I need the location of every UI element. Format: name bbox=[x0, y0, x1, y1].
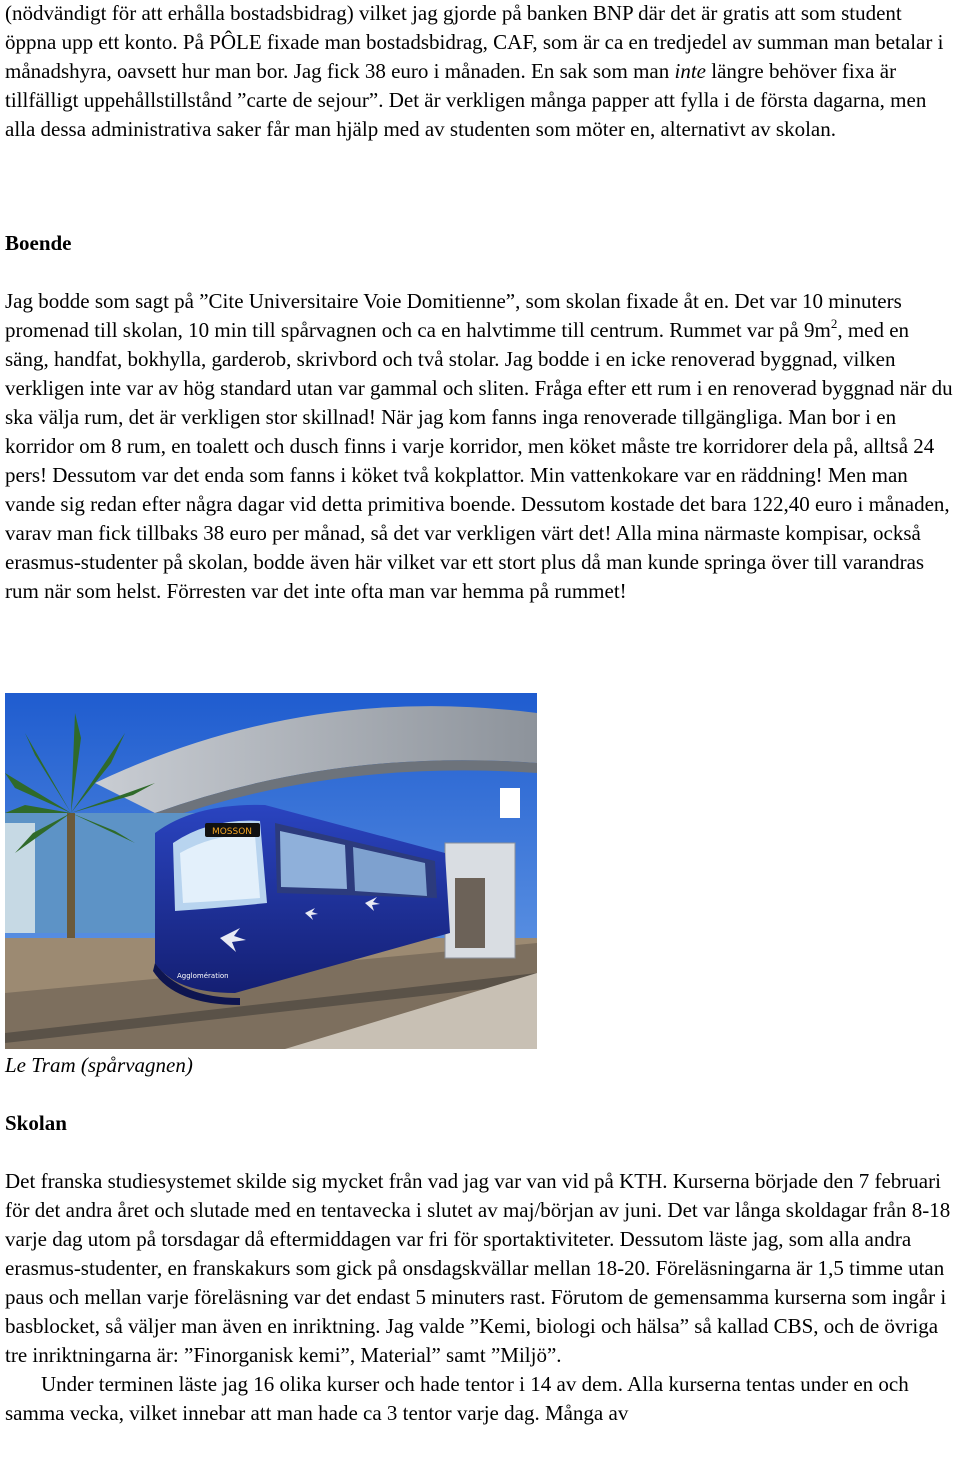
paragraph-text: Det franska studiesystemet skilde sig mycket från vad jag var van vid på KTH. Kurserna började den 7 februari för det andra året och slutade med en tentavecka i slutet av maj/början av juni. Det var långa skoldagar från 8-18 varje dag utom på torsdagar då eftermiddagen var fri för sportaktiviteter. Dessutom läste jag, som alla andra erasmus-studenter, en franskakurs som gick på onsdagskvällar mellan 18-20. Föreläsningarna är 1,5 timme utan paus och mellan varje föreläsning var det endast 5 minuters rast. Förutom de gemensamma kurserna som ingår i basblocket, så väljer man även en inriktning. Jag valde ”Kemi, biologi och hälsa” så kallad CBS, och de övriga tre inriktningarna är: ”Finorganisk kemi”, Material” samt ”Miljö”. bbox=[5, 1169, 951, 1367]
tram-photo bbox=[5, 693, 537, 1049]
paragraph-text: , med en säng, handfat, bokhylla, garderob, skrivbord och två stolar. Jag bodde i en icke renoverad byggnad, vilken verkligen inte var av hög standard utan var gammal och sliten. Fråga efter ett rum i en renoverad byggnad när du ska välja rum, det är verkligen stor skillnad! När jag kom fanns inga renoverade tillgängliga. Man bor i en korridor om 8 rum, en toalett och dusch finns i varje korridor, men köket måste tre korridorer dela på, alltså 24 pers! Dessutom var det enda som fanns i köket två kokplattor. Min vattenkokare var en räddning! Men man vande sig redan efter några dagar vid detta primitiva boende. Dessutom kostade det bara 122,40 euro i månaden, varav man fick tillbaks 38 euro per månad, så det var verkligen värt det! Alla mina närmaste kompisar, också erasmus-studenter på skolan, bodde även här vilket var ett stort plus då man kunde springa över till varandras rum när som helst. Förresten var det inte ofta man var hemma på rummet! bbox=[5, 318, 953, 603]
paragraph-skolan bbox=[5, 1167, 957, 1428]
heading-skolan: Skolan bbox=[5, 1111, 67, 1135]
paragraph-text: (nödvändigt för att erhålla bostadsbidrag) vilket jag gjorde på banken BNP där det är gratis att som student öppna upp ett konto. På PÔLE fixade man bostadsbidrag, CAF, som är ca en tredjedel av summan man betalar i månadshyra, oavsett hur man bor. Jag fick 38 euro i månaden. En sak som man bbox=[5, 1, 944, 83]
paragraph-text: längre behöver fixa är tillfälligt uppehållstillstånd ”carte de sejour”. Det är verkligen många papper att fylla i de första dagarna, men alla dessa administrativa saker får man hjälp med av studenten som möter en, alternativt av skolan. bbox=[5, 59, 927, 141]
paragraph-text: Jag bodde som sagt på ”Cite Universitaire Voie Domitienne”, som skolan fixade åt en. Det var 10 minuters promenad till skolan, 10 min till spårvagnen och ca en halvtimme till centrum. Rummet var på 9m bbox=[5, 289, 902, 342]
heading-boende: Boende bbox=[5, 231, 72, 255]
paragraph-text: Under terminen läste jag 16 olika kurser och hade tentor i 14 av dem. Alla kurserna tentas under en och samma vecka, vilket innebar att man hade ca 3 tentor varje dag. Många av bbox=[5, 1372, 909, 1425]
tram-logo-text: Agglomération bbox=[177, 972, 229, 980]
photo-caption: Le Tram (spårvagnen) bbox=[5, 1053, 193, 1077]
emphasis-text: inte bbox=[674, 59, 706, 83]
paragraph-boende bbox=[5, 287, 957, 606]
paragraph-intro bbox=[5, 0, 957, 144]
tram-destination-sign: MOSSON bbox=[211, 827, 253, 837]
superscript: 2 bbox=[830, 316, 838, 331]
